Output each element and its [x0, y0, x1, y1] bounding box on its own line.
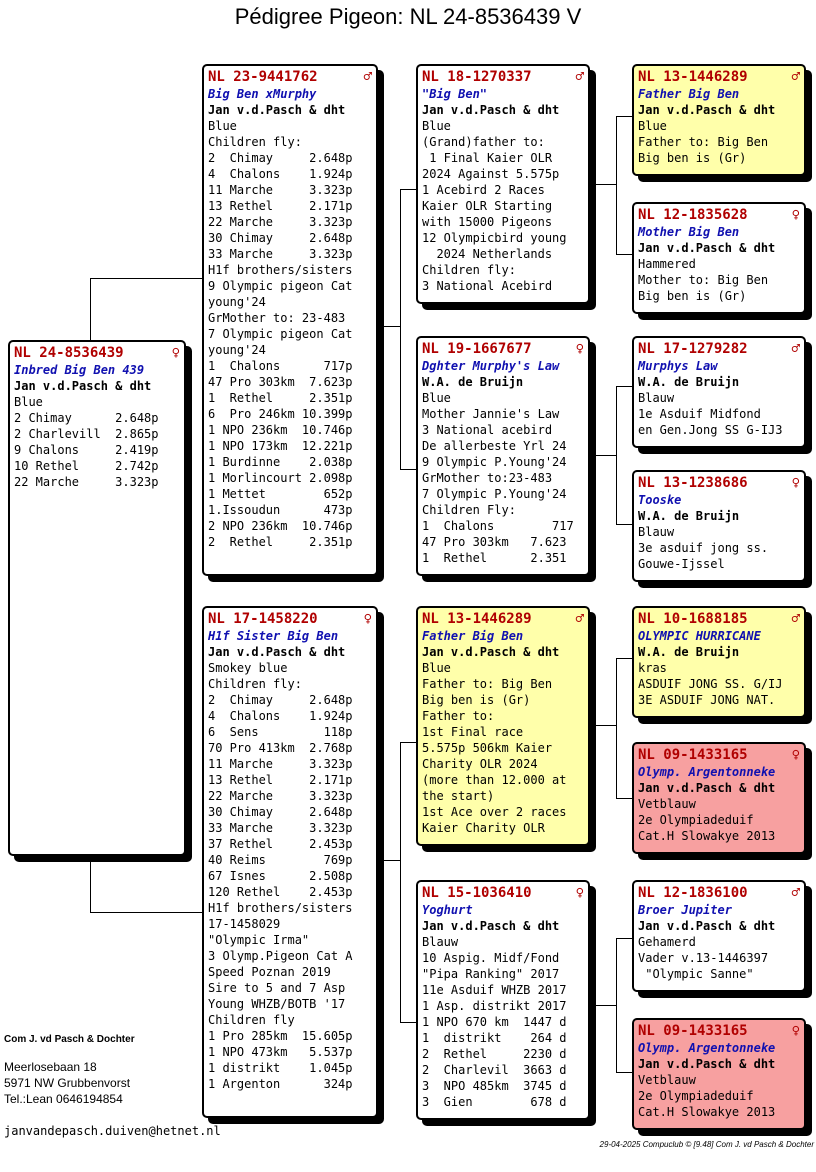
connector-line	[616, 524, 633, 525]
sex-icon: ♂	[791, 611, 800, 627]
pigeon-name: Father Big Ben	[422, 629, 524, 643]
pedigree-line: Young WHZB/BOTB '17	[208, 997, 346, 1011]
ring-number: NL 19-1667677	[422, 341, 532, 357]
pigeon-card-great-grandparent-5[interactable]	[632, 606, 806, 718]
sex-icon: ♀	[363, 611, 372, 627]
pedigree-line: 5.575p 506km Kaier	[422, 741, 553, 755]
breeder-name: Com J. vd Pasch & Dochter	[4, 1034, 135, 1045]
owner-name: Jan v.d.Pasch & dht	[422, 645, 560, 659]
ring-number: NL 17-1458220	[208, 611, 318, 627]
pedigree-line: young'24	[208, 295, 266, 309]
pedigree-line: 22 Marche 3.323p	[208, 215, 353, 229]
pedigree-line: 6 Pro 246km 10.399p	[208, 407, 353, 421]
pedigree-line: 1st Ace over 2 races	[422, 805, 567, 819]
ring-number-row	[638, 747, 800, 764]
pedigree-line: en Gen.Jong SS G-IJ3	[638, 423, 783, 437]
pedigree-line: 1 Pro 285km 15.605p	[208, 1029, 353, 1043]
pedigree-line: Father to:	[422, 709, 495, 723]
ring-number-row	[638, 475, 800, 492]
pedigree-line: 2 Chimay 2.648p	[208, 693, 353, 707]
ring-number: NL 09-1433165	[638, 747, 748, 763]
pedigree-line: 4 Chalons 1.924p	[208, 709, 353, 723]
ring-number-row	[638, 207, 800, 224]
pedigree-line: Blue	[208, 119, 237, 133]
pedigree-line: 47 Pro 303km 7.623	[422, 535, 567, 549]
pigeon-card-great-grandparent-4[interactable]	[632, 470, 806, 582]
pedigree-line: 11 Marche 3.323p	[208, 757, 353, 771]
connector-line	[384, 860, 400, 861]
ring-number-row	[422, 885, 584, 902]
pigeon-card-great-grandparent-2[interactable]	[632, 202, 806, 314]
connector-line	[616, 658, 617, 798]
connector-line	[596, 184, 616, 185]
sex-icon: ♀	[791, 475, 800, 491]
pedigree-line: 40 Reims 769p	[208, 853, 353, 867]
owner-name: Jan v.d.Pasch & dht	[208, 645, 346, 659]
pedigree-line: Father to: Big Ben	[638, 135, 769, 149]
owner-name: W.A. de Bruijn	[422, 375, 524, 389]
pedigree-line: 13 Rethel 2.171p	[208, 773, 353, 787]
pedigree-line: ASDUIF JONG SS. G/IJ	[638, 677, 783, 691]
owner-name: Jan v.d.Pasch & dht	[638, 781, 776, 795]
connector-line	[616, 938, 633, 939]
pigeon-card-grandfather-maternal[interactable]	[416, 606, 590, 846]
pigeon-card-grandmother-maternal[interactable]	[416, 880, 590, 1120]
pedigree-line: 3E ASDUIF JONG NAT.	[638, 693, 776, 707]
ring-number: NL 18-1270337	[422, 69, 532, 85]
pedigree-line: "Olympic Irma"	[208, 933, 310, 947]
pedigree-line: Cat.H Slowakye 2013	[638, 1105, 776, 1119]
pedigree-line: Speed Poznan 2019	[208, 965, 331, 979]
connector-line	[90, 856, 91, 912]
pedigree-line: Blue	[14, 395, 43, 409]
pigeon-name: Yoghurt	[422, 903, 473, 917]
pedigree-line: 33 Marche 3.323p	[208, 247, 353, 261]
ring-number: NL 24-8536439	[14, 345, 124, 361]
pedigree-line: De allerbeste Yrl 24	[422, 439, 567, 453]
sex-icon: ♀	[791, 747, 800, 763]
pigeon-name: Dghter Murphy's Law	[422, 359, 560, 373]
pedigree-line: 1 Morlincourt 2.098p	[208, 471, 353, 485]
pigeon-card-great-grandparent-6[interactable]	[632, 742, 806, 854]
owner-name: Jan v.d.Pasch & dht	[638, 919, 776, 933]
pedigree-line: Kaier Charity OLR	[422, 821, 545, 835]
ring-number-row	[14, 345, 180, 362]
print-footer: 29-04-2025 Compuclub © [9.48] Com J. vd Pasch & Dochter	[599, 1140, 814, 1149]
connector-line	[90, 278, 204, 279]
pedigree-line: 1 Rethel 2.351	[422, 551, 567, 565]
pigeon-name: Olymp. Argentonneke	[638, 765, 776, 779]
pedigree-line: Blauw	[638, 525, 675, 539]
ring-number-row	[638, 611, 800, 628]
sex-icon: ♂	[791, 885, 800, 901]
connector-line	[384, 326, 400, 327]
sex-icon: ♂	[791, 69, 800, 85]
pigeon-name: Olymp. Argentonneke	[638, 1041, 776, 1055]
pedigree-line: Blue	[638, 119, 667, 133]
connector-line	[616, 116, 633, 117]
pedigree-line: 2 Chimay 2.648p	[14, 411, 159, 425]
pedigree-line: young'24	[208, 343, 266, 357]
pedigree-line: 1 Chalons 717p	[208, 359, 353, 373]
pedigree-line: 3 National acebird	[422, 423, 553, 437]
pedigree-line: (more than 12.000 at	[422, 773, 567, 787]
pedigree-line: 2 Chimay 2.648p	[208, 151, 353, 165]
pigeon-card-grandmother-paternal[interactable]	[416, 336, 590, 576]
pedigree-line: H1f brothers/sisters	[208, 901, 353, 915]
pedigree-line: 13 Rethel 2.171p	[208, 199, 353, 213]
pedigree-line: 1.Issoudun 473p	[208, 503, 353, 517]
pedigree-line: 1 Acebird 2 Races	[422, 183, 545, 197]
pedigree-line: 2 Rethel 2.351p	[208, 535, 353, 549]
pedigree-line: 30 Chimay 2.648p	[208, 805, 353, 819]
ring-number-row	[208, 611, 372, 628]
pedigree-line: Children fly:	[208, 135, 302, 149]
pedigree-line: kras	[638, 661, 667, 675]
pedigree-line: 1 Argenton 324p	[208, 1077, 353, 1091]
pedigree-line: 1 NPO 173km 12.221p	[208, 439, 353, 453]
connector-line	[90, 912, 204, 913]
pedigree-line: 11e Asduif WHZB 2017	[422, 983, 567, 997]
connector-line	[616, 798, 633, 799]
pedigree-line: 47 Pro 303km 7.623p	[208, 375, 353, 389]
pedigree-line: 1 NPO 670 km 1447 d	[422, 1015, 567, 1029]
pedigree-line: 2e Olympiadeduif	[638, 1089, 754, 1103]
pigeon-card-mother[interactable]	[202, 606, 378, 1118]
ring-number: NL 10-1688185	[638, 611, 748, 627]
pedigree-line: Children fly:	[422, 263, 516, 277]
owner-name: W.A. de Bruijn	[638, 645, 740, 659]
page-title: Pédigree Pigeon: NL 24-8536439 V	[234, 4, 582, 29]
pedigree-line: 12 Olympicbird young	[422, 231, 567, 245]
pedigree-line: 2024 Against 5.575p	[422, 167, 560, 181]
pedigree-line: Big ben is (Gr)	[638, 289, 747, 303]
pedigree-line: Big ben is (Gr)	[638, 151, 747, 165]
sex-icon: ♂	[791, 341, 800, 357]
connector-line	[616, 658, 633, 659]
pedigree-line: Vader v.13-1446397	[638, 951, 769, 965]
pedigree-line: Blue	[422, 391, 451, 405]
connector-line	[616, 254, 633, 255]
breeder-phone: Tel.:Lean 0646194854	[4, 1092, 123, 1106]
pedigree-line: 7 Olympic P.Young'24	[422, 487, 567, 501]
pedigree-line: 1st Final race	[422, 725, 524, 739]
connector-line	[596, 725, 616, 726]
ring-number: NL 12-1836100	[638, 885, 748, 901]
pedigree-line: 22 Marche 3.323p	[208, 789, 353, 803]
connector-line	[616, 1072, 633, 1073]
pedigree-line: Blauw	[422, 935, 459, 949]
pedigree-line: Vetblauw	[638, 797, 696, 811]
pedigree-line: (Grand)father to:	[422, 135, 545, 149]
pedigree-line: 120 Rethel 2.453p	[208, 885, 353, 899]
pedigree-line: 1 NPO 473km 5.537p	[208, 1045, 353, 1059]
pigeon-card-great-grandparent-3[interactable]	[632, 336, 806, 448]
pedigree-line: with 15000 Pigeons	[422, 215, 553, 229]
pedigree-line: Father to: Big Ben	[422, 677, 553, 691]
ring-number-row	[422, 69, 584, 86]
pedigree-line: Children fly	[208, 1013, 295, 1027]
owner-name: Jan v.d.Pasch & dht	[422, 919, 560, 933]
pedigree-line: Blue	[422, 119, 451, 133]
pedigree-line: 2 Rethel 2230 d	[422, 1047, 567, 1061]
owner-name: Jan v.d.Pasch & dht	[638, 1057, 776, 1071]
connector-line	[400, 469, 417, 470]
pedigree-line: 9 Olympic pigeon Cat	[208, 279, 353, 293]
owner-name: Jan v.d.Pasch & dht	[14, 379, 152, 393]
pedigree-line: 22 Marche 3.323p	[14, 475, 159, 489]
pedigree-line: 9 Olympic P.Young'24	[422, 455, 567, 469]
pigeon-card-father[interactable]	[202, 64, 378, 576]
pedigree-line: 1 distrikt 1.045p	[208, 1061, 353, 1075]
pigeon-name: Inbred Big Ben 439	[14, 363, 145, 377]
pedigree-line: 10 Aspig. Midf/Fond	[422, 951, 560, 965]
pigeon-name: Big Ben xMurphy	[208, 87, 317, 101]
connector-line	[400, 1022, 417, 1023]
pigeon-card-grandfather-paternal[interactable]	[416, 64, 590, 304]
pedigree-line: GrMother to:23-483	[422, 471, 553, 485]
pedigree-line: 30 Chimay 2.648p	[208, 231, 353, 245]
pedigree-line: Cat.H Slowakye 2013	[638, 829, 776, 843]
pedigree-line: 6 Sens 118p	[208, 725, 353, 739]
pedigree-line: Smokey blue	[208, 661, 288, 675]
pedigree-line: 2e Olympiadeduif	[638, 813, 754, 827]
pedigree-line: Hammered	[638, 257, 696, 271]
ring-number: NL 13-1446289	[638, 69, 748, 85]
pigeon-name: Mother Big Ben	[638, 225, 740, 239]
pedigree-line: 4 Chalons 1.924p	[208, 167, 353, 181]
pedigree-line: Charity OLR 2024	[422, 757, 538, 771]
sex-icon: ♀	[575, 341, 584, 357]
ring-number-row	[638, 885, 800, 902]
sex-icon: ♂	[363, 69, 372, 85]
ring-number-row	[422, 611, 584, 628]
pigeon-name: Broer Jupiter	[638, 903, 732, 917]
pedigree-line: 67 Isnes 2.508p	[208, 869, 353, 883]
pedigree-line: "Pipa Ranking" 2017	[422, 967, 560, 981]
ring-number: NL 17-1279282	[638, 341, 748, 357]
connector-line	[616, 116, 617, 254]
owner-name: Jan v.d.Pasch & dht	[638, 103, 776, 117]
breeder-address: Meerlosebaan 18	[4, 1060, 97, 1074]
pedigree-line: 1 distrikt 264 d	[422, 1031, 567, 1045]
pedigree-line: 3 National Acebird	[422, 279, 553, 293]
pedigree-line: Blauw	[638, 391, 675, 405]
pedigree-line: Kaier OLR Starting	[422, 199, 553, 213]
pedigree-line: 1 Mettet 652p	[208, 487, 353, 501]
pedigree-line: Big ben is (Gr)	[422, 693, 531, 707]
breeder-postcode: 5971 NW Grubbenvorst	[4, 1076, 131, 1090]
pedigree-line: the start)	[422, 789, 495, 803]
connector-line	[90, 278, 91, 342]
pigeon-name: Father Big Ben	[638, 87, 740, 101]
connector-line	[616, 386, 633, 387]
pedigree-line: Gehamerd	[638, 935, 696, 949]
owner-name: Jan v.d.Pasch & dht	[208, 103, 346, 117]
sex-icon: ♀	[575, 885, 584, 901]
connector-line	[400, 189, 401, 469]
connector-line	[400, 742, 417, 743]
pedigree-line: Sire to 5 and 7 Asp	[208, 981, 346, 995]
pigeon-name: Murphys Law	[638, 359, 718, 373]
ring-number: NL 23-9441762	[208, 69, 318, 85]
pedigree-line: 70 Pro 413km 2.768p	[208, 741, 353, 755]
pedigree-line: 1 Final Kaier OLR	[422, 151, 553, 165]
pedigree-line: Children Fly:	[422, 503, 516, 517]
pigeon-card-main[interactable]	[8, 340, 186, 856]
pedigree-line: 1 Rethel 2.351p	[208, 391, 353, 405]
pedigree-line: 11 Marche 3.323p	[208, 183, 353, 197]
pigeon-card-great-grandparent-7[interactable]	[632, 880, 806, 992]
connector-line	[596, 1005, 616, 1006]
pedigree-line: "Olympic Sanne"	[638, 967, 754, 981]
pedigree-line: 2024 Netherlands	[422, 247, 553, 261]
connector-line	[616, 386, 617, 524]
pedigree-line: 1e Asduif Midfond	[638, 407, 761, 421]
ring-number-row	[638, 69, 800, 86]
pedigree-line: 2 Charlevil 3663 d	[422, 1063, 567, 1077]
pedigree-line: 10 Rethel 2.742p	[14, 459, 159, 473]
pedigree-line: H1f brothers/sisters	[208, 263, 353, 277]
pedigree-line: 37 Rethel 2.453p	[208, 837, 353, 851]
pedigree-line: 17-1458029	[208, 917, 281, 931]
pigeon-card-great-grandparent-8[interactable]	[632, 1018, 806, 1130]
pedigree-line: 1 Asp. distrikt 2017	[422, 999, 567, 1013]
pedigree-line: 1 Burdinne 2.038p	[208, 455, 353, 469]
sex-icon: ♀	[171, 345, 180, 361]
pigeon-card-great-grandparent-1[interactable]	[632, 64, 806, 176]
connector-line	[616, 938, 617, 1072]
pigeon-name: "Big Ben"	[422, 87, 488, 101]
owner-name: W.A. de Bruijn	[638, 509, 740, 523]
pedigree-line: 2 Charlevill 2.865p	[14, 427, 159, 441]
ring-number: NL 12-1835628	[638, 207, 748, 223]
ring-number-row	[422, 341, 584, 358]
pedigree-line: Mother Jannie's Law	[422, 407, 560, 421]
pedigree-line: Gouwe-Ijssel	[638, 557, 725, 571]
connector-line	[596, 455, 616, 456]
ring-number: NL 13-1446289	[422, 611, 532, 627]
connector-line	[400, 742, 401, 1022]
ring-number: NL 13-1238686	[638, 475, 748, 491]
owner-name: Jan v.d.Pasch & dht	[638, 241, 776, 255]
pedigree-line: 2 NPO 236km 10.746p	[208, 519, 353, 533]
pedigree-line: 3e asduif jong ss.	[638, 541, 769, 555]
pedigree-line: 3 Gien 678 d	[422, 1095, 567, 1109]
pedigree-line: 3 NPO 485km 3745 d	[422, 1079, 567, 1093]
ring-number-row	[638, 341, 800, 358]
pedigree-line: 1 NPO 236km 10.746p	[208, 423, 353, 437]
pedigree-line: 33 Marche 3.323p	[208, 821, 353, 835]
pedigree-line: 3 Olymp.Pigeon Cat A	[208, 949, 353, 963]
pedigree-line: Blue	[422, 661, 451, 675]
pedigree-line: Vetblauw	[638, 1073, 696, 1087]
ring-number: NL 15-1036410	[422, 885, 532, 901]
owner-name: Jan v.d.Pasch & dht	[422, 103, 560, 117]
ring-number-row	[638, 1023, 800, 1040]
ring-number-row	[208, 69, 372, 86]
pigeon-name: OLYMPIC HURRICANE	[638, 629, 761, 643]
breeder-email[interactable]: janvandepasch.duiven@hetnet.nl	[4, 1124, 221, 1138]
pedigree-line: 9 Chalons 2.419p	[14, 443, 159, 457]
pigeon-name: Tooske	[638, 493, 682, 507]
sex-icon: ♀	[791, 1023, 800, 1039]
connector-line	[400, 189, 417, 190]
pedigree-line: 1 Chalons 717	[422, 519, 574, 533]
pedigree-line: Children fly:	[208, 677, 302, 691]
pedigree-line: GrMother to: 23-483	[208, 311, 346, 325]
sex-icon: ♀	[791, 207, 800, 223]
sex-icon: ♂	[575, 69, 584, 85]
owner-name: W.A. de Bruijn	[638, 375, 740, 389]
sex-icon: ♂	[575, 611, 584, 627]
pigeon-name: H1f Sister Big Ben	[208, 629, 339, 643]
pedigree-line: Mother to: Big Ben	[638, 273, 769, 287]
pedigree-line: 7 Olympic pigeon Cat	[208, 327, 353, 341]
ring-number: NL 09-1433165	[638, 1023, 748, 1039]
